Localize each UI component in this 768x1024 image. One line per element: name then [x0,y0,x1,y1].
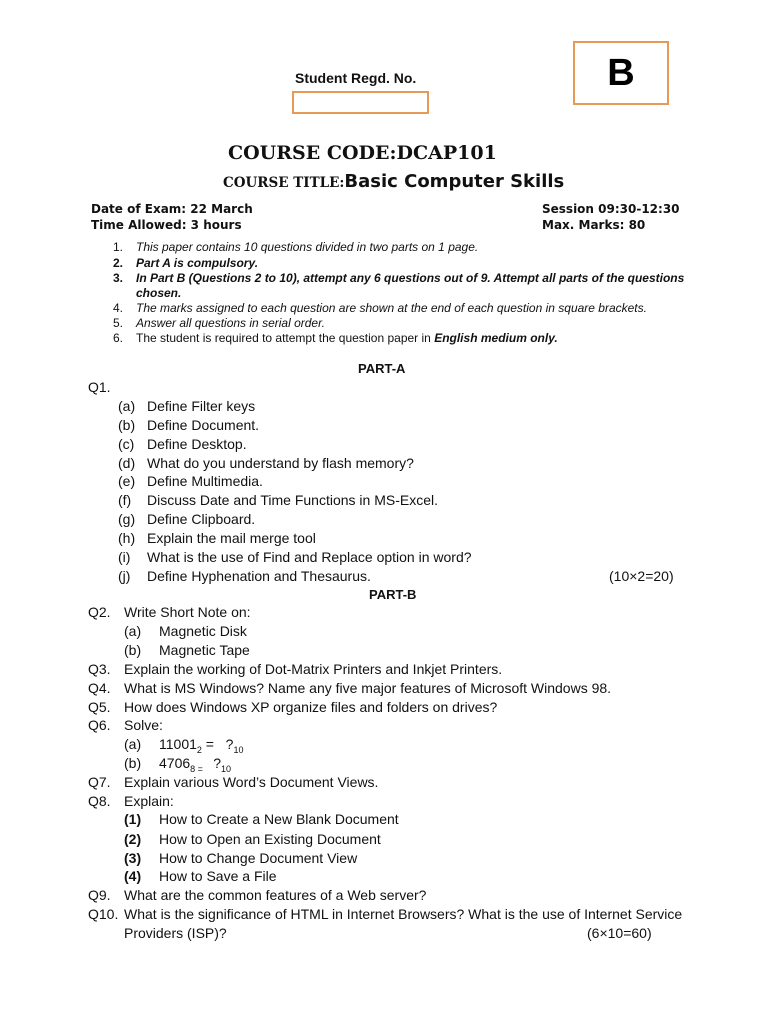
course-title-value: Basic Computer Skills [344,171,565,192]
course-title-label: COURSE TITLE: [223,175,345,191]
q1-h-label: (h) [118,530,136,546]
q3-text: Explain the working of Dot-Matrix Printers and Inkjet Printers. [124,661,503,677]
q6-b-label: (b) [124,755,142,771]
paper-set-letter: B [573,41,669,105]
date-of-exam: Date of Exam: 22 March [91,202,253,216]
q1-i-text: What is the use of Find and Replace option in word? [147,549,472,565]
q2-a-text: Magnetic Disk [159,623,247,639]
q8-label: Q8. [88,793,111,809]
q8-text: Explain: [124,793,174,809]
q9-text: What are the common features of a Web server? [124,887,427,903]
part-a-title: PART-A [358,361,406,376]
q5-text: How does Windows XP organize files and folders on drives? [124,699,498,715]
q1-h-text: Explain the mail merge tool [147,530,316,546]
q1-f-label: (f) [118,492,132,508]
q1-e-label: (e) [118,473,136,489]
time-allowed: Time Allowed: 3 hours [91,218,242,232]
q1-j-text: Define Hyphenation and Thesaurus. [147,568,371,584]
session-time: Session 09:30-12:30 [542,202,680,216]
q7-text: Explain various Word’s Document Views. [124,774,379,790]
q1-g-label: (g) [118,511,136,527]
q1-i-label: (i) [118,549,131,565]
q10-text-line2: Providers (ISP)? [124,925,227,941]
q8-1-label: (1) [124,811,142,827]
q4-text: What is MS Windows? Name any five major features of Microsoft Windows 98. [124,680,612,696]
q2-label: Q2. [88,604,111,620]
q8-3-text: How to Change Document View [159,850,358,866]
q1-label: Q1. [88,379,111,395]
q5-label: Q5. [88,699,111,715]
q7-label: Q7. [88,774,111,790]
q2-b-text: Magnetic Tape [159,642,250,658]
max-marks: Max. Marks: 80 [542,218,646,232]
q10-text-line1: What is the significance of HTML in Internet Browsers? What is the use of Internet Service [124,906,683,922]
q1-d-label: (d) [118,455,136,471]
student-regd-label: Student Regd. No. [295,70,417,86]
q1-a-label: (a) [118,398,136,414]
q10-label: Q10. [88,906,119,922]
part-b-title: PART-B [369,587,417,602]
q1-j-label: (j) [118,568,131,584]
q1-e-text: Define Multimedia. [147,473,263,489]
q6-a-label: (a) [124,736,142,752]
part-b-marks: (6×10=60) [587,925,652,941]
q1-b-text: Define Document. [147,417,260,433]
q1-g-text: Define Clipboard. [147,511,256,527]
q1-c-label: (c) [118,436,135,452]
q1-a-text: Define Filter keys [147,398,256,414]
q8-2-text: How to Open an Existing Document [159,831,381,847]
part-a-marks: (10×2=20) [609,568,674,584]
q1-c-text: Define Desktop. [147,436,247,452]
q1-f-text: Discuss Date and Time Functions in MS-Excel. [147,492,438,508]
course-title [223,171,564,192]
q2-a-label: (a) [124,623,142,639]
q8-4-text: How to Save a File [159,868,277,884]
student-regd-field[interactable] [292,91,429,114]
q9-label: Q9. [88,887,111,903]
q8-4-label: (4) [124,868,142,884]
q8-3-label: (3) [124,850,142,866]
course-code: COURSE CODE:DCAP101 [228,142,497,164]
q6-label: Q6. [88,717,111,733]
q6-b-expression: $4706_8$ $_=$ $?_{10}$ [159,755,232,774]
q2-text: Write Short Note on: [124,604,251,620]
q2-b-label: (b) [124,642,142,658]
q6-a-expression: $11001_2$ = $?_{10}$ [159,736,244,755]
q8-1-text: How to Create a New Blank Document [159,811,399,827]
q3-label: Q3. [88,661,111,677]
q4-label: Q4. [88,680,111,696]
q6-text: Solve: [124,717,163,733]
q1-d-text: What do you understand by flash memory? [147,455,414,471]
q8-2-label: (2) [124,831,142,847]
q1-b-label: (b) [118,417,136,433]
